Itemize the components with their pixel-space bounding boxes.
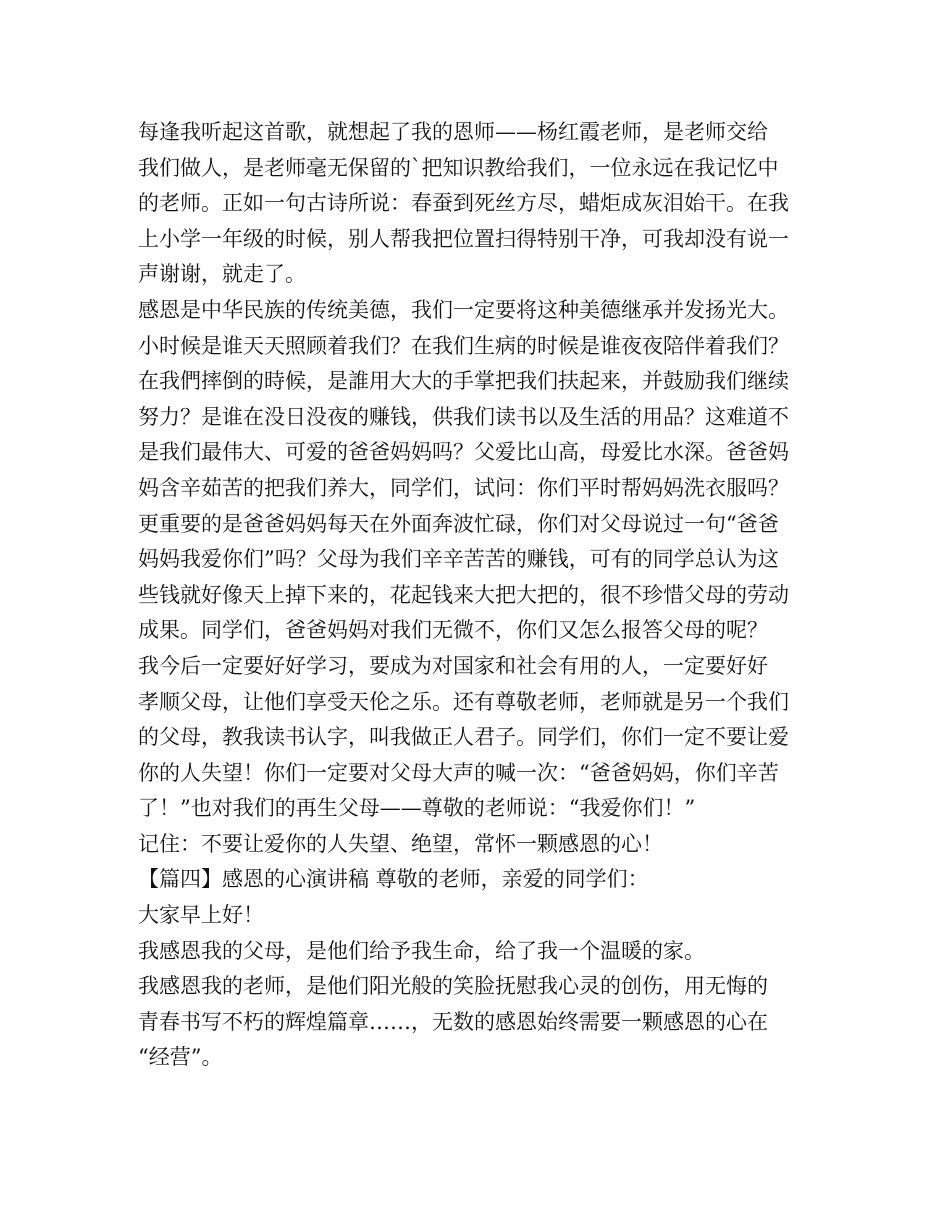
text-line: 努力？是谁在没日没夜的赚钱，供我们读书以及生活的用品？这难道不 [138,404,789,429]
text-line: 妈含辛茹苦的把我们养大，同学们，试问：你们平时帮妈妈洗衣服吗？ [138,475,789,500]
text-line: 你的人失望！你们一定要对父母大声的喊一次：“爸爸妈妈，你们辛苦 [138,760,779,785]
text-line: 感恩是中华民族的传统美德，我们一定要将这种美德继承并发扬光大。 [138,297,789,322]
text-line: 小时候是谁天天照顾着我们？在我们生病的时候是谁夜夜陪伴着我们？ [138,333,789,358]
text-line: 上小学一年级的时候，别人帮我把位置扫得特别干净，可我却没有说一 [138,226,789,251]
text-line: 的父母，教我读书认字，叫我做正人君子。同学们，你们一定不要让爱 [138,725,789,750]
text-line: 我们做人，是老师毫无保留的`把知识教给我们，一位永远在我记忆中 [138,155,779,180]
text-line: 在我們摔倒的時候，是誰用大大的手掌把我们扶起来，并鼓励我们继续 [138,369,789,394]
text-line: 些钱就好像天上掉下来的，花起钱来大把大把的，很不珍惜父母的劳动 [138,582,789,607]
body-text [138,115,828,1076]
text-line: 妈妈我爱你们”吗？父母为我们辛辛苦苦的赚钱，可有的同学总认为这 [138,547,779,572]
text-line: “经营”。 [138,1045,223,1070]
section-heading-line: 【篇四】感恩的心演讲稿 尊敬的老师，亲爱的同学们： [138,867,649,892]
text-line: 我感恩我的老师，是他们阳光般的笑脸抚慰我心灵的创伤，用无悔的 [138,974,768,999]
text-line: 孝顺父母，让他们享受天伦之乐。还有尊敬老师，老师就是另一个我们 [138,689,789,714]
text-line: 是我们最伟大、可爱的爸爸妈妈吗？父爱比山高，母爱比水深。爸爸妈 [138,440,789,465]
text-line: 记住：不要让爱你的人失望、绝望，常怀一颗感恩的心！ [138,831,663,856]
text-line: 大家早上好！ [138,903,264,928]
text-line: 成果。同学们，爸爸妈妈对我们无微不，你们又怎么报答父母的呢？ [138,618,768,643]
text-line: 更重要的是爸爸妈妈每天在外面奔波忙碌，你们对父母说过一句“爸爸 [138,511,779,536]
text-line: 的老师。正如一句古诗所说：春蚕到死丝方尽，蜡炬成灰泪始干。在我 [138,191,789,216]
text-line: 每逢我听起这首歌，就想起了我的恩师——杨红霞老师，是老师交给 [138,120,768,144]
text-line: 声谢谢，就走了。 [138,262,306,287]
text-line: 青春书写不朽的辉煌篇章……，无数的感恩始终需要一颗感恩的心在 [138,1009,768,1034]
text-line: 了！”也对我们的再生父母——尊敬的老师说：“我爱你们！” [138,796,696,821]
text-line: 我感恩我的父母，是他们给予我生命，给了我一个温暖的家。 [138,938,705,963]
text-line: 我今后一定要好好学习，要成为对国家和社会有用的人，一定要好好 [138,653,768,678]
